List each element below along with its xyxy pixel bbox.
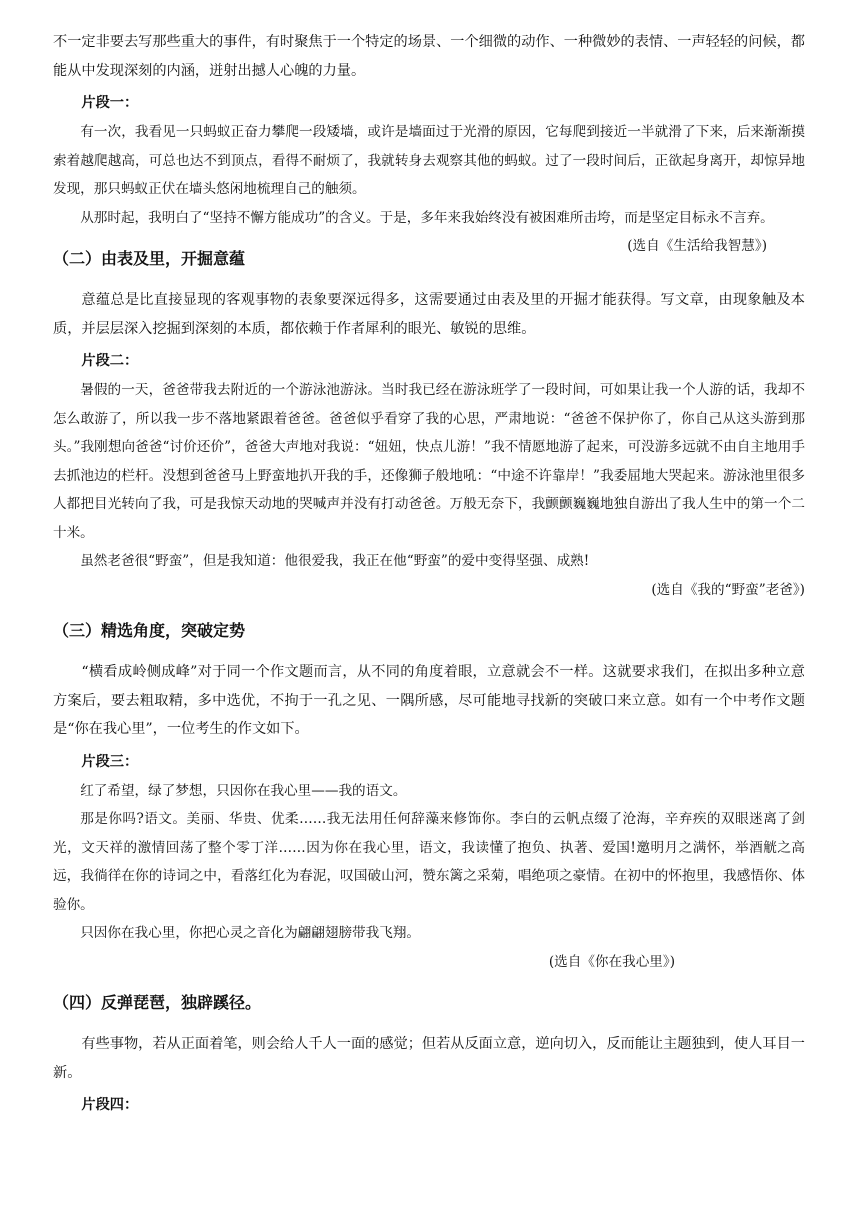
fragment-3-source: (选自《你在我心里》) [548,953,675,970]
section-4-heading: （四）反弹琵琶，独辟蹊径。 [53,993,262,1012]
fragment-2-paragraph-1: 暑假的一天，爸爸带我去附近的一个游泳池游泳。当时我已经在游泳班学了一段时间，可如果让我一个人游的话，我却不怎么敢游了，所以我一步不落地紧跟着爸爸。爸爸似乎看穿了我的心思，严肃地说：“爸爸不保护你了，你自己从这头游到那头。”我刚想向爸爸“讨价还价”，爸爸大声地对我说：“妞妞，快点儿游！”我不情愿地游了起来，可没游多远就不由自主地用手去抓池边的栏杆。没想到爸爸马上野蛮地扒开我的手，还像狮子般地吼：“中途不许靠岸！”我委屈地大哭起来。游泳池里很多人都把目光转向了我，可是我惊天动地的哭喊声并没有打动爸爸。万般无奈下，我颤颤巍巍地独自游出了我人生中的第一个二十米。 [53,382,805,541]
fragment-2-paragraph-2: 虽然老爸很“野蛮”，但是我知道：他很爱我，我正在他“野蛮”的爱中变得坚强、成熟! [80,553,590,569]
fragment-4-label: 片段四： [81,1097,139,1113]
fragment-3-paragraph-2: 那是你吗?语文。美丽、华贵、优柔……我无法用任何辞藻来修饰你。李白的云帆点缀了沧海，辛弃疾的双眼迷离了剑光，文天祥的激情回荡了整个零丁洋……因为你在我心里，语文，我读懂了抱负、执著、爱国!邀明月之满怀，举酒觥之高远，我徜徉在你的诗词之中，看落红化为春泥，叹国破山河，赞东篱之采菊，唱绝项之豪情。在初中的怀抱里，我感悟你、体验你。 [53,811,805,913]
fragment-1-paragraph-1: 有一次，我看见一只蚂蚁正奋力攀爬一段矮墙，或许是墙面过于光滑的原因，它每爬到接近一半就滑了下来，后来渐渐摸索着越爬越高，可总也达不到顶点，看得不耐烦了，我就转身去观察其他的蚂蚁。过了一段时间后，正欲起身离开，却惊异地发现，那只蚂蚁正伏在墙头悠闲地梳理自己的触须。 [53,124,805,197]
section-2-heading: （二）由表及里，开掘意蕴 [53,249,246,268]
fragment-2-label: 片段二： [81,353,139,369]
fragment-3-label: 片段三： [81,753,139,770]
fragment-1-paragraph-2: 从那时起，我明白了“坚持不懈方能成功”的含义。于是，多年来我始终没有被困难所击垮，而是坚定目标永不言弃。 (选自《生活给我智慧》) [53,204,805,233]
fragment-3-paragraph-3: 只因你在我心里，你把心灵之音化为翩翩翅膀带我飞翔。 [80,925,421,941]
section-2-paragraph: 意蕴总是比直接显现的客观事物的表象要深远得多，这需要通过由表及里的开掘才能获得。写文章，由现象触及本质，并层层深入挖掘到深刻的本质，都依赖于作者犀利的眼光、敏锐的思维。 [53,292,805,337]
section-4-paragraph: 有些事物，若从正面着笔，则会给人千人一面的感觉；但若从反面立意，逆向切入，反而能让主题独到，使人耳目一新。 [53,1036,805,1081]
intro-paragraph: 不一定非要去写那些重大的事件，有时聚焦于一个特定的场景、一个细微的动作、一种微妙的表情、一声轻轻的问候，都能从中发现深刻的内涵，迸射出撼人心魄的力量。 [53,34,805,79]
fragment-3-paragraph-1: 红了希望，绿了梦想，只因你在我心里——我的语文。 [80,782,407,799]
fragment-1-source: (选自《生活给我智慧》) [627,238,767,254]
section-3-heading: （三）精选角度，突破定势 [53,621,246,640]
fragment-2-source: (选自《我的“野蛮”老爸》) [651,581,805,598]
section-3-paragraph: “横看成岭侧成峰”对于同一个作文题而言，从不同的角度着眼，立意就会不一样。这就要求我们，在拟出多种立意方案后，要去粗取精，多中选优，不拘于一孔之见、一隅所感，尽可能地寻找新的突破口来立意。如有一个中考作文题是“你在我心里”，一位考生的作文如下。 [53,664,805,737]
fragment-1-label: 片段一： [81,95,139,111]
